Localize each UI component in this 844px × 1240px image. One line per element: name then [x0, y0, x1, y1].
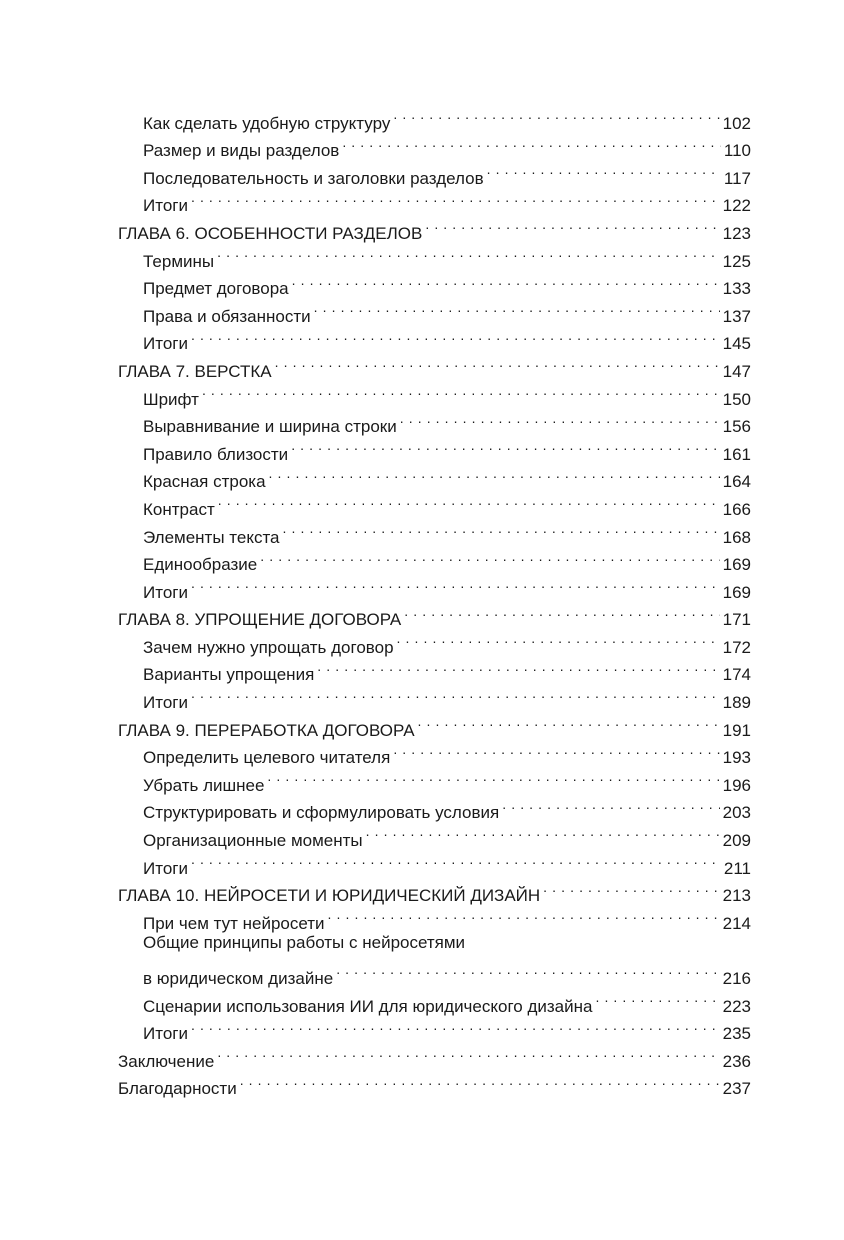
dot-leader [595, 984, 719, 1012]
toc-entry-page-number: 166 [722, 499, 751, 519]
toc-entry-title: Заключение [118, 1051, 215, 1071]
dot-leader [397, 625, 720, 653]
toc-entry-page-number: 133 [722, 279, 751, 299]
toc-entry-title: Предмет договора [143, 279, 289, 299]
toc-entry-page-number: 147 [722, 361, 751, 381]
toc-entry-page-number: 171 [722, 610, 751, 630]
toc-entry-title: ГЛАВА 9. ПЕРЕРАБОТКА ДОГОВОРА [118, 720, 415, 740]
toc-entry-page-number: 169 [722, 582, 751, 602]
toc-entry-title: Шрифт [143, 389, 199, 409]
toc-entry-title: При чем тут нейросети [143, 913, 325, 933]
toc-entry[interactable] [118, 405, 751, 437]
toc-entry-title: Последовательность и заголовки разделов [143, 168, 484, 188]
toc-entry-page-number: 203 [722, 803, 751, 823]
dot-leader [393, 736, 719, 764]
toc-entry-page-number: 117 [723, 168, 751, 188]
toc-entry-title: Итоги [143, 1024, 188, 1044]
toc-entry-page-number: 223 [722, 996, 751, 1016]
toc-entry-page-number: 156 [722, 417, 751, 437]
dot-leader [191, 184, 720, 212]
toc-entry-page-number: 174 [722, 665, 751, 685]
toc-entry-title: Единообразие [143, 555, 258, 575]
toc-entry-page-number: 189 [722, 693, 751, 713]
toc-entry-title: Итоги [143, 693, 188, 713]
toc-entry-page-number: 209 [722, 831, 751, 851]
dot-leader [292, 267, 720, 295]
toc-entry-page-number: 214 [722, 913, 751, 933]
toc-chapter-entry[interactable] [118, 708, 751, 740]
toc-entry-page-number: 122 [722, 196, 751, 216]
toc-entry-title: Организационные моменты [143, 831, 363, 851]
dot-leader [393, 101, 719, 129]
dot-leader [260, 543, 719, 571]
toc-entry-page-number: 164 [722, 472, 751, 492]
toc-entry-title: Красная строка [143, 472, 266, 492]
dot-leader [404, 598, 719, 626]
toc-entry-page-number: 211 [723, 858, 751, 878]
toc-entry[interactable] [118, 846, 751, 878]
toc-entry-page-number: 145 [722, 334, 751, 354]
toc-entry-title: ГЛАВА 10. НЕЙРОСЕТИ И ЮРИДИЧЕСКИЙ ДИЗАЙН [118, 886, 541, 906]
toc-entry-title: Термины [143, 251, 215, 271]
toc-entry-title: Элементы текста [143, 527, 280, 547]
dot-leader [543, 874, 719, 902]
toc-entry-page-number: 161 [722, 444, 751, 464]
toc-chapter-entry[interactable] [118, 1039, 751, 1071]
toc-entry-title: Убрать лишнее [143, 775, 265, 795]
toc-entry-page-number: 172 [722, 637, 751, 657]
toc-entry-page-number: 123 [722, 223, 751, 243]
toc-entry-title: Контраст [143, 499, 215, 519]
dot-leader [342, 129, 721, 157]
toc-entry-title: Общие принципы работы с нейросетями [143, 932, 466, 952]
toc-entry-title: Выравнивание и ширина строки [143, 417, 397, 437]
toc-entry-title: Варианты упрощения [143, 665, 315, 685]
dot-leader [425, 211, 719, 239]
toc-entry-title: Итоги [143, 196, 188, 216]
toc-entry-title: Определить целевого читателя [143, 748, 391, 768]
dot-leader [487, 156, 721, 184]
dot-leader [317, 653, 719, 681]
toc-entry-page-number: 168 [722, 527, 751, 547]
dot-leader [283, 515, 720, 543]
toc-entry-title: Итоги [143, 334, 188, 354]
toc-entry-page-number: 137 [722, 306, 751, 326]
toc-entry-page-number: 216 [722, 969, 751, 988]
toc-entry-title: Структурировать и сформулировать условия [143, 803, 500, 823]
dot-leader [217, 1039, 719, 1067]
toc-chapter-entry[interactable] [118, 211, 751, 243]
dot-leader [217, 239, 719, 267]
dot-leader [191, 1012, 720, 1040]
dot-leader [218, 487, 720, 515]
toc-entry-page-number: 110 [723, 141, 751, 161]
toc-entry-page-number: 196 [722, 775, 751, 795]
toc-chapter-entry[interactable] [118, 598, 751, 630]
toc-entry-title: Правило близости [143, 444, 289, 464]
toc-entry-title: Размер и виды разделов [143, 141, 340, 161]
toc-entry[interactable] [118, 322, 751, 354]
table-of-contents [118, 101, 751, 1099]
dot-leader [240, 1067, 720, 1095]
toc-entry[interactable] [118, 1012, 751, 1044]
dot-leader [502, 791, 719, 819]
toc-entry[interactable] [118, 680, 751, 713]
toc-entry-title: ГЛАВА 7. ВЕРСТКА [118, 361, 272, 381]
dot-leader [366, 818, 720, 846]
toc-entry-page-number: 150 [722, 389, 751, 409]
dot-leader [191, 846, 721, 874]
toc-entry-title: Итоги [143, 582, 188, 602]
toc-entry-title: Права и обязанности [143, 306, 311, 326]
toc-entry-title: ГЛАВА 6. ОСОБЕННОСТИ РАЗДЕЛОВ [118, 223, 423, 243]
dot-leader [336, 956, 719, 984]
toc-entry-title-continued: в юридическом дизайне [143, 969, 334, 988]
toc-entry-title: Как сделать удобную структуру [143, 113, 391, 133]
dot-leader [418, 708, 720, 736]
dot-leader [191, 322, 720, 350]
dot-leader [269, 460, 720, 488]
toc-entry-page-number: 102 [722, 113, 751, 133]
toc-entry-title: Зачем нужно упрощать договор [143, 637, 394, 657]
dot-leader [191, 680, 720, 708]
toc-entry-line [118, 929, 751, 957]
toc-entry[interactable] [118, 101, 751, 133]
toc-entry-title: Благодарности [118, 1079, 237, 1099]
dot-leader [314, 294, 720, 322]
dot-leader [328, 901, 720, 929]
toc-entry-page-number: 193 [722, 748, 751, 768]
toc-entry-title: Итоги [143, 858, 188, 878]
dot-leader [267, 763, 719, 791]
toc-entry-page-number: 213 [722, 886, 751, 906]
toc-entry[interactable] [118, 377, 751, 409]
toc-entry-page-number: 125 [722, 251, 751, 271]
dot-leader [275, 349, 720, 377]
toc-chapter-entry[interactable] [118, 874, 751, 906]
dot-leader [202, 377, 720, 405]
toc-entry-page-number: 191 [722, 720, 751, 740]
toc-entry-title: ГЛАВА 8. УПРОЩЕНИЕ ДОГОВОРА [118, 610, 402, 630]
toc-chapter-entry[interactable] [118, 349, 751, 381]
dot-leader [191, 570, 720, 598]
toc-entry[interactable] [118, 956, 751, 988]
dot-leader [400, 405, 720, 433]
toc-entry-page-number: 236 [722, 1051, 751, 1071]
toc-entry-page-number: 169 [722, 555, 751, 575]
toc-entry[interactable] [118, 570, 751, 602]
dot-leader [291, 432, 719, 460]
toc-entry-page-number: 235 [722, 1024, 751, 1044]
toc-entry-title: Сценарии использования ИИ для юридического дизайна [143, 996, 593, 1016]
toc-entry[interactable] [118, 184, 751, 216]
toc-entry-page-number: 237 [722, 1079, 751, 1099]
